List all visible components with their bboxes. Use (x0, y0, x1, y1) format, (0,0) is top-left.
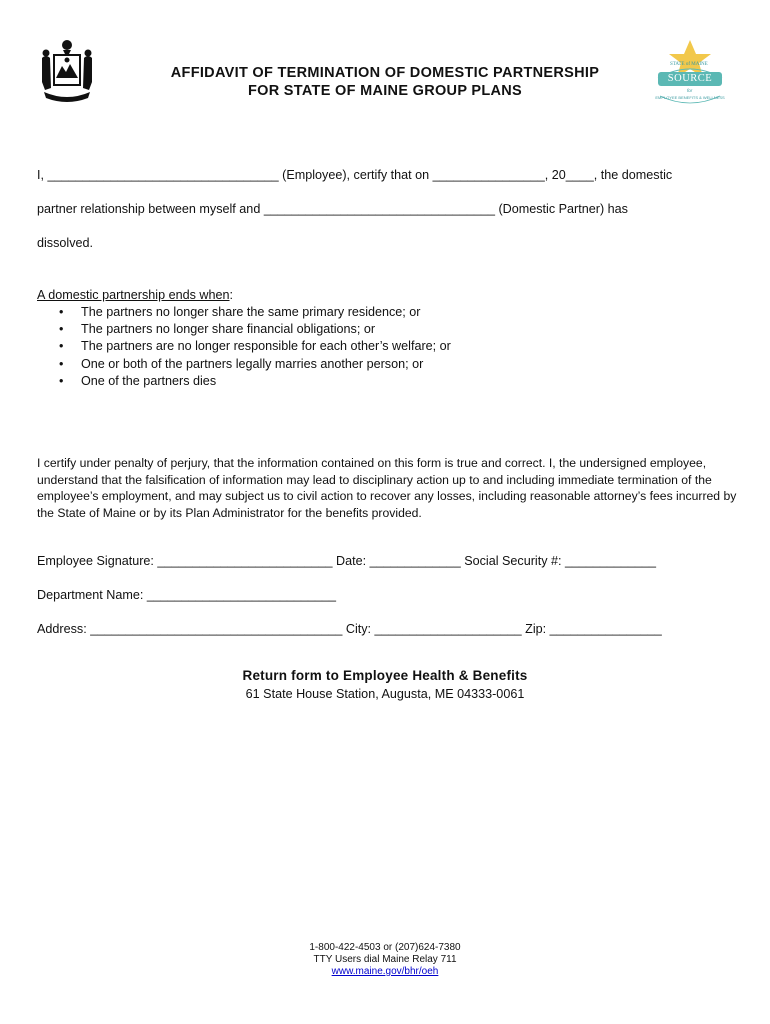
list-item: • The partners no longer share the same primary residence; or (37, 304, 451, 321)
logo-sub-text: for (687, 88, 693, 93)
statement-domestic-text: , the domestic (593, 168, 673, 182)
statement-employee-text: (Employee), certify that on (282, 168, 430, 182)
zip-label: Zip: (525, 622, 547, 636)
date-label: Date: (336, 554, 367, 568)
ends-when-colon: : (229, 288, 234, 302)
seal-banner-text: MAINE (56, 91, 78, 97)
statement-line-3: dissolved. (37, 236, 94, 250)
ssn-field[interactable]: _____________ (565, 554, 657, 568)
list-item: • One of the partners dies (37, 373, 451, 390)
form-title-line2: FOR STATE OF MAINE GROUP PLANS (247, 83, 523, 99)
ends-when-heading (37, 287, 233, 304)
logo-bottom-text: EMPLOYEE BENEFITS & WELLNESS (655, 95, 725, 100)
website-link[interactable]: www.maine.gov/bhr/oeh (331, 966, 439, 977)
form-title-line1: AFFIDAVIT OF TERMINATION OF DOMESTIC PARTNERSHIP (170, 65, 600, 81)
zip-field[interactable]: ________________ (549, 622, 662, 636)
employee-name-blank[interactable]: _________________________________ (47, 168, 279, 182)
city-field[interactable]: _____________________ (374, 622, 522, 636)
ends-when-heading-text: A domestic partnership ends when (37, 288, 230, 302)
footer-tty: TTY Users dial Maine Relay 711 (313, 954, 457, 965)
statement-i: I, (37, 168, 44, 182)
partner-name-blank[interactable]: _________________________________ (263, 202, 495, 216)
bullet-icon: • (59, 373, 64, 388)
ssn-label: Social Security #: (464, 554, 562, 568)
signature-field[interactable]: _________________________ (157, 554, 333, 568)
date-blank[interactable]: ________________ (432, 168, 545, 182)
statement-year-prefix: , 20 (544, 168, 566, 182)
address-row (37, 621, 662, 638)
date-field[interactable]: _____________ (369, 554, 461, 568)
bullet-icon: • (59, 305, 64, 319)
statement-has-text: (Domestic Partner) has (498, 202, 628, 216)
logo-main-text: SOURCE (667, 73, 713, 84)
state-seal (36, 38, 98, 106)
footer-phone: 1-800-422-4503 or (207)624-7380 (309, 942, 461, 953)
department-row (37, 587, 336, 604)
statement-line-2 (37, 201, 628, 218)
list-item: • The partners are no longer responsible for each other’s welfare; or (37, 338, 451, 355)
footer-url (285, 966, 485, 978)
source-logo (650, 38, 730, 110)
bullet-icon: • (59, 322, 64, 337)
department-label: Department Name: (37, 588, 144, 602)
bullet-icon: • (59, 339, 64, 354)
ends-when-list (37, 304, 451, 390)
statement-partner-text: partner relationship between myself and (37, 202, 261, 216)
statement-line-1 (37, 167, 672, 184)
certification-paragraph: I certify under penalty of perjury, that the information contained on this form is true and correct. I, the undersigned employee, understand that the falsification of information may lead to disciplinary action up to and including immediate termination of the employee’s employment, and may subject us to civil action to recover any losses, including reasonable attorney’s fees incurred by the State of Maine or by its Plan Administrator for the benefits provided. (37, 456, 737, 520)
department-field[interactable]: ___________________________ (146, 588, 336, 602)
signature-label: Employee Signature: (37, 554, 154, 568)
logo-top-text: STATE of MAINE (670, 62, 708, 67)
signature-row (37, 553, 656, 570)
bullet-icon: • (59, 356, 64, 371)
return-address: 61 State House Station, Augusta, ME 04333-0061 (245, 687, 525, 701)
year-blank[interactable]: ____ (565, 168, 594, 182)
return-heading: Return form to Employee Health & Benefits (242, 668, 528, 683)
address-field[interactable]: ____________________________________ (90, 622, 343, 636)
address-label: Address: (37, 622, 87, 636)
city-label: City: (345, 622, 372, 636)
list-item: • One or both of the partners legally marries another person; or (37, 356, 451, 373)
list-item: • The partners no longer share financial obligations; or (37, 321, 451, 338)
